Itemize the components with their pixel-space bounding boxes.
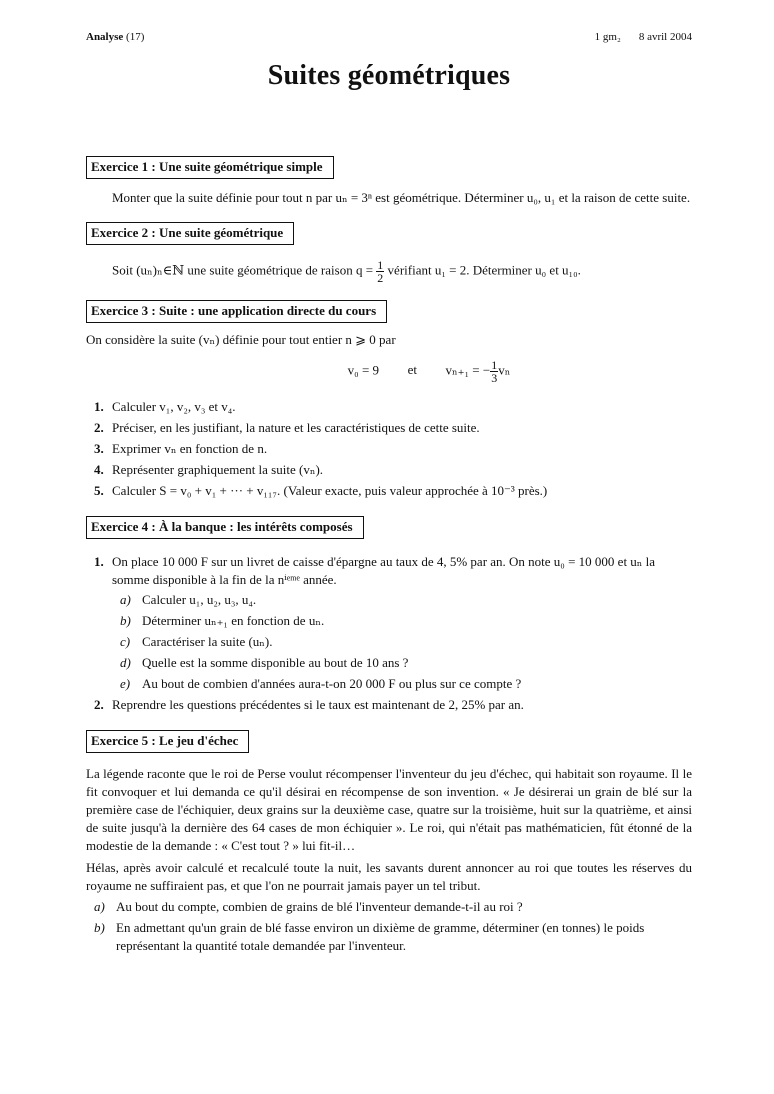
equation-connector: et — [407, 362, 417, 378]
page-header — [86, 30, 692, 44]
sub-item-marker: d) — [120, 655, 131, 670]
sub-item-text: Calculer u₁, u₂, u₃, u₄. — [142, 592, 257, 607]
sub-item-text: Quelle est la somme disponible au bout de 10 ans ? — [142, 655, 409, 670]
header-right — [595, 30, 692, 44]
sub-item-marker: e) — [120, 676, 131, 691]
item-number: 3. — [94, 441, 104, 456]
exercise-3-heading: Exercice 3 : Suite : une application directe du cours — [86, 300, 387, 323]
item-number: 2. — [94, 697, 104, 712]
exercise-4 — [86, 516, 692, 714]
exercise-5-questions — [86, 898, 692, 955]
exercise-5-heading: Exercice 5 : Le jeu d'échec — [86, 730, 249, 753]
exercise-2-text-a: Soit (uₙ)ₙ∈ℕ une suite géométrique de raison q = — [112, 262, 377, 278]
item-text: Représenter graphiquement la suite (vₙ). — [112, 462, 324, 477]
equation-recurrence-b: vₙ — [498, 362, 511, 378]
exercise-1-text: Monter que la suite définie pour tout n par uₙ = 3ⁿ est géométrique. Déterminer u₀, u₁ et la raison de cette suite. — [112, 190, 691, 205]
sub-item — [86, 898, 692, 916]
exercise-2-text — [86, 259, 692, 284]
item-number: 1. — [94, 399, 104, 414]
header-left — [86, 30, 144, 44]
document-page — [86, 30, 692, 958]
item-text: Exprimer vₙ en fonction de n. — [112, 441, 268, 456]
exercise-5 — [86, 730, 692, 955]
sub-item-marker: a) — [94, 899, 105, 914]
sub-item — [112, 675, 692, 693]
exercise-1-heading: Exercice 1 : Une suite géométrique simple — [86, 156, 334, 179]
list-item — [86, 398, 692, 416]
list-item — [86, 461, 692, 479]
exercise-2-heading: Exercice 2 : Une suite géométrique — [86, 222, 294, 245]
fraction-numerator: 1 — [491, 358, 498, 372]
header-class: 1 gm₂ — [594, 31, 621, 43]
exercise-3-equation — [166, 359, 692, 384]
sub-item — [112, 612, 692, 630]
page-title: Suites géométriques — [267, 60, 511, 91]
sub-item-text: Au bout du compte, combien de grains de blé l'inventeur demande-t-il au roi ? — [116, 899, 523, 914]
sub-item — [112, 591, 692, 609]
sub-item — [112, 633, 692, 651]
exercise-5-paragraph-1: La légende raconte que le roi de Perse voulut récompenser l'inventeur du jeu d'échec, qui habitait son royaume. Il le fit convoquer et lui demanda ce qu'il désirai en récompense de son invention. « Je désirerai un grain de blé sur la première case de l'échiquier, deux grains sur la deuxième case, quatre sur la troisième, huit sur la quatrième, et ainsi de suite jusqu'à la dernière des 64 cases de mon échiquier ». Le roi, qui n'était pas mathématicien, fût étonné de la modestie de la demande : « C'est tout ? » lui fit-il… — [86, 766, 692, 853]
sub-item-marker: c) — [120, 634, 131, 649]
exercise-4-subquestions — [112, 591, 692, 693]
item-text: Calculer S = v₀ + v₁ + ··· + v₁₁₇. (Valeur exacte, puis valeur approchée à 10⁻³ près.) — [112, 483, 548, 498]
equation-initial-term: v₀ = 9 — [347, 362, 380, 378]
list-item — [86, 696, 692, 714]
sub-item-text: Déterminer uₙ₊₁ en fonction de uₙ. — [142, 613, 325, 628]
exercise-4-questions — [86, 553, 692, 714]
exercise-2-text-b: vérifiant u₁ = 2. Déterminer u₀ et u₁₀. — [384, 262, 581, 278]
sub-item-text: Au bout de combien d'années aura-t-on 20 000 F ou plus sur ce compte ? — [142, 676, 522, 691]
sub-item-text: En admettant qu'un grain de blé fasse environ un dixième de gramme, déterminer (en tonnes) le poids représentant la quantité totale demandée par l'inventeur. — [116, 920, 645, 953]
list-item — [86, 440, 692, 458]
item-number: 4. — [94, 462, 104, 477]
list-item — [86, 419, 692, 437]
sub-item-marker: b) — [120, 613, 131, 628]
sub-item-text: Caractériser la suite (uₙ). — [142, 634, 273, 649]
fraction-denominator: 3 — [491, 371, 498, 385]
exercise-1 — [86, 156, 692, 207]
sub-item — [112, 654, 692, 672]
exercise-3 — [86, 300, 692, 500]
sub-item-marker: b) — [94, 920, 105, 935]
exercise-2 — [86, 222, 692, 284]
exercise-5-paragraph-2: Hélas, après avoir calculé et recalculé toute la nuit, les savants durent annoncer au roi que toutes les réserves du royaume ne suffiraient pas, et que l'on ne pourrait jamais payer un tel tribut. — [86, 860, 692, 893]
exercise-4-heading: Exercice 4 : À la banque : les intérêts composés — [86, 516, 364, 539]
item-text: On place 10 000 F sur un livret de caisse d'épargne au taux de 4, 5% par an. On note u₀ = 10 000 et uₙ la somme disponible à la fin de la nⁱᵉᵐᵉ année. — [112, 554, 656, 587]
sub-item-marker: a) — [120, 592, 131, 607]
fraction-numerator: 1 — [377, 258, 384, 272]
list-item — [86, 482, 692, 500]
fraction-denominator: 2 — [377, 271, 384, 285]
header-subject: Analyse — [86, 31, 124, 43]
header-date: 8 avril 2004 — [638, 31, 692, 43]
equation-recurrence-a: vₙ₊₁ = − — [445, 362, 491, 378]
exercise-3-questions — [86, 398, 692, 500]
item-number: 5. — [94, 483, 104, 498]
item-text: Reprendre les questions précédentes si le taux est maintenant de 2, 25% par an. — [112, 697, 524, 712]
sub-item — [86, 919, 692, 955]
item-text: Calculer v₁, v₂, v₃ et v₄. — [112, 399, 236, 414]
item-text: Préciser, en les justifiant, la nature et les caractéristiques de cette suite. — [112, 420, 480, 435]
item-number: 2. — [94, 420, 104, 435]
list-item — [86, 553, 692, 693]
exercise-3-intro: On considère la suite (vₙ) définie pour tout entier n ⩾ 0 par — [86, 332, 396, 347]
header-number: (17) — [123, 31, 145, 43]
item-number: 1. — [94, 554, 104, 569]
